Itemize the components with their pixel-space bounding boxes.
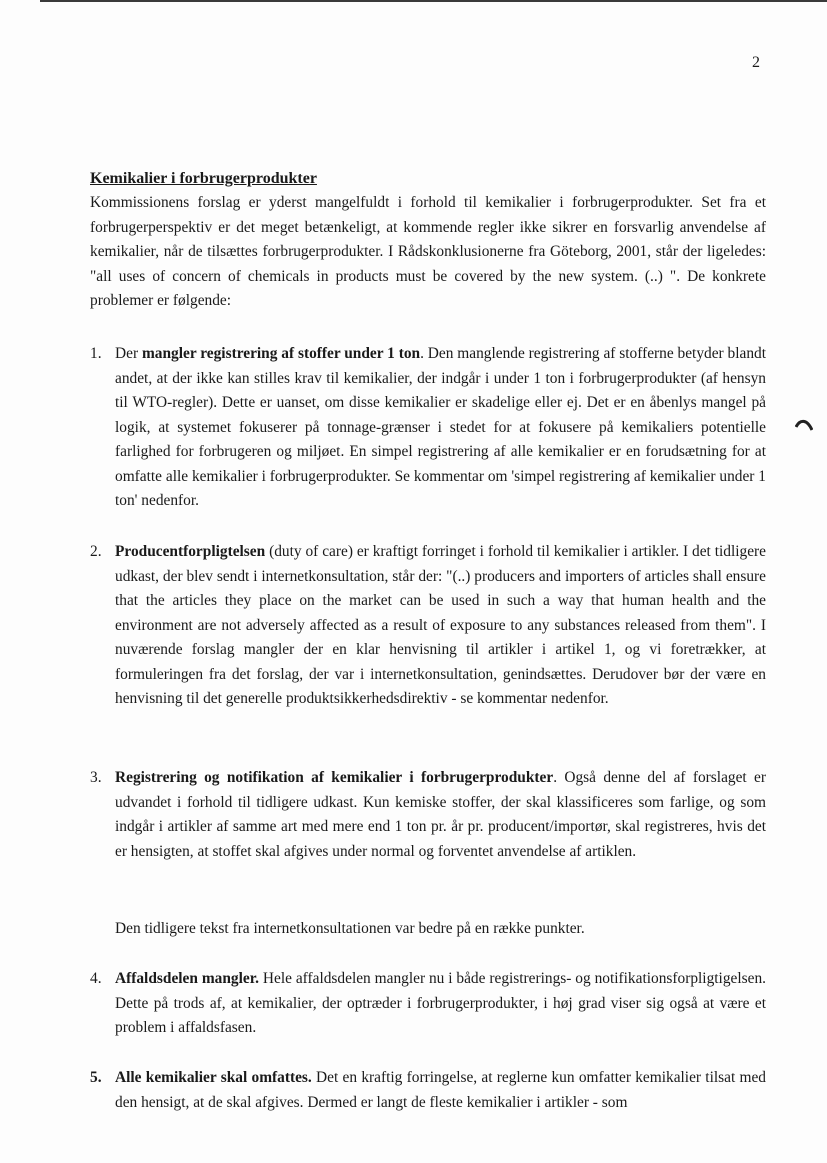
item-text: Det en kraftig forringelse, at reglerne kun omfatter kemikalier tilsat med den hensigt, at de skal afgives. Dermed er langt de fleste kemikalier i artikler - som [115, 1069, 766, 1111]
item-bold-lead: mangler registrering af stoffer under 1 ton [141, 345, 421, 362]
list-item-5 [90, 1066, 766, 1115]
item-number: 3. [90, 769, 102, 786]
item-number: 2. [90, 543, 102, 560]
item-number: 5. [90, 1069, 102, 1086]
item-bold-lead: Alle kemikalier skal omfattes. [115, 1069, 312, 1086]
top-rule [40, 0, 827, 2]
item-bold-lead: Affaldsdelen mangler. [115, 970, 259, 987]
intro-paragraph: Kommissionens forslag er yderst mangelfuldt i forhold til kemikalier i forbrugerprodukter. Set fra et forbrugerperspektiv er det meget betænkeligt, at kommende regler ikke sikrer en forsvarlig anvendelse af kemikalier, når de tilsættes forbrugerprodukter. I Rådskonklusionerne fra Göteborg, 2001, står der ligeledes: "all uses of concern of chemicals in products must be covered by the new system. (..) ". De konkrete problemer er følgende: [90, 194, 766, 309]
item-bold-lead: Registrering og notifikation af kemikalier i forbrugerprodukter [115, 769, 554, 786]
item-3-followup: Den tidligere tekst fra internetkonsultationen var bedre på en række punkter. [115, 920, 585, 937]
item-number: 4. [90, 970, 102, 987]
item-number: 1. [90, 345, 102, 362]
list-item-3 [90, 766, 766, 864]
section-heading: Kemikalier i forbrugerprodukter [90, 170, 317, 187]
item-text-pre: Der [115, 345, 142, 362]
item-bold-lead: Producentforpligtelsen [115, 543, 266, 560]
list-item-2 [90, 540, 766, 712]
page-number: 2 [752, 54, 760, 71]
margin-mark-icon [795, 418, 813, 432]
list-item-4 [90, 967, 766, 1041]
list-item-1 [90, 342, 766, 514]
item-text: . Den manglende registrering af stofferne betyder blandt andet, at der ikke kan stilles krav til kemikalier, der indgår i under 1 ton i forbrugerprodukter (af hensyn til WTO-regler). Dette er uanset, om disse kemikalier er skadelige eller ej. Det er en åbenlys mangel på logik, at systemet fokuserer på tonnage-grænser i stedet for at fokusere på kemikaliers potentielle farlighed for forbrugeren og miljøet. En simpel registrering af alle kemikalier er en forudsætning for at omfatte alle kemikalier i forbrugerprodukter. Se kommentar om 'simpel registrering af kemikalier under 1 ton' nedenfor. [115, 345, 766, 509]
item-text: . Også denne del af forslaget er udvandet i forhold til tidligere udkast. Kun kemiske stoffer, der skal klassificeres som farlige, og som indgår i artikler af samme art med mere end 1 ton pr. år pr. producent/importør, skal registreres, hvis det er hensigten, at stoffet skal afgives under normal og forventet anvendelse af artiklen. [115, 769, 767, 860]
item-text: (duty of care) er kraftigt forringet i forhold til kemikalier i artikler. I det tidligere udkast, der blev sendt i internetkonsultation, står der: "(..) producers and importers of articles shall ensure that the articles they place on the market can be used in such a way that human health and the environment are not adversely affected as a result of exposure to any substances released from them". I nuværende forslag mangler der en klar henvisning til artikler i artikel 1, og vi foretrækker, at formuleringen fra det forslag, der var i internetkonsultation, genindsættes. Derudover bør der være en henvisning til det generelle produktsikkerhedsdirektiv - se kommentar nedenfor. [115, 543, 766, 707]
item-text: Hele affaldsdelen mangler nu i både registrerings- og notifikationsforpligtigelsen. Dette på trods af, at kemikalier, der optræder i forbrugerprodukter, i høj grad viser sig også at være et problem i affaldsfasen. [115, 970, 766, 1036]
